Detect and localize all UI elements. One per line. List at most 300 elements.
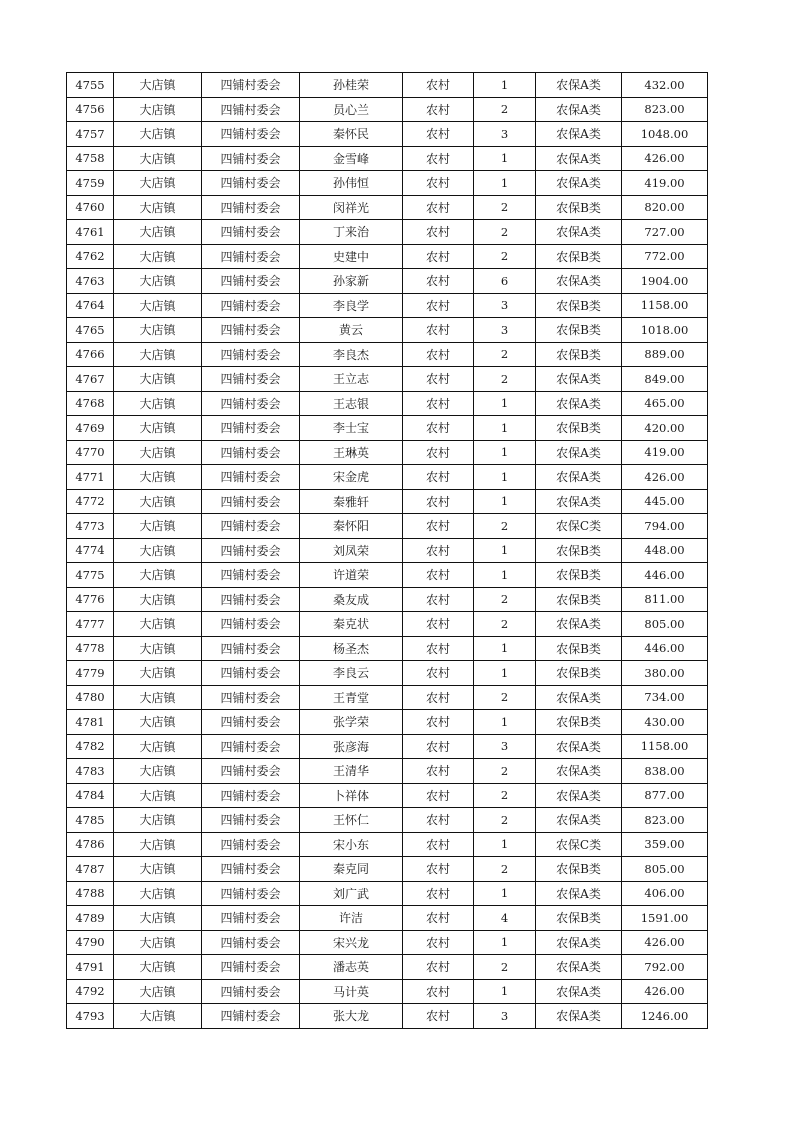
member-count-cell: 2 [474,342,536,367]
village-committee-cell: 四铺村委会 [202,220,300,245]
town-cell: 大店镇 [114,587,202,612]
row-id-cell: 4780 [67,685,114,710]
name-cell: 丁来治 [300,220,403,245]
table-row [67,783,708,808]
name-cell: 王立志 [300,367,403,392]
name-cell: 宋小东 [300,832,403,857]
member-count-cell: 2 [474,857,536,882]
name-cell: 许道荣 [300,563,403,588]
amount-cell: 823.00 [622,808,708,833]
table-row [67,979,708,1004]
row-id-cell: 4791 [67,955,114,980]
amount-cell: 1048.00 [622,122,708,147]
row-id-cell: 4770 [67,440,114,465]
town-cell: 大店镇 [114,783,202,808]
name-cell: 孙家新 [300,269,403,294]
household-type-cell: 农村 [403,734,474,759]
household-type-cell: 农村 [403,881,474,906]
table-row [67,220,708,245]
insurance-category-cell: 农保A类 [536,881,622,906]
insurance-category-cell: 农保B类 [536,342,622,367]
insurance-category-cell: 农保B类 [536,293,622,318]
town-cell: 大店镇 [114,367,202,392]
table-row [67,587,708,612]
name-cell: 李良学 [300,293,403,318]
row-id-cell: 4793 [67,1004,114,1029]
amount-cell: 1018.00 [622,318,708,343]
insurance-category-cell: 农保A类 [536,759,622,784]
insurance-category-cell: 农保B类 [536,636,622,661]
village-committee-cell: 四铺村委会 [202,759,300,784]
household-type-cell: 农村 [403,661,474,686]
household-type-cell: 农村 [403,489,474,514]
amount-cell: 1158.00 [622,734,708,759]
table-row [67,538,708,563]
village-committee-cell: 四铺村委会 [202,367,300,392]
household-type-cell: 农村 [403,367,474,392]
member-count-cell: 1 [474,563,536,588]
member-count-cell: 1 [474,391,536,416]
row-id-cell: 4757 [67,122,114,147]
insurance-category-cell: 农保A类 [536,97,622,122]
member-count-cell: 2 [474,244,536,269]
village-committee-cell: 四铺村委会 [202,906,300,931]
village-committee-cell: 四铺村委会 [202,857,300,882]
row-id-cell: 4760 [67,195,114,220]
row-id-cell: 4767 [67,367,114,392]
town-cell: 大店镇 [114,955,202,980]
household-type-cell: 农村 [403,612,474,637]
table-row [67,636,708,661]
town-cell: 大店镇 [114,685,202,710]
name-cell: 宋兴龙 [300,930,403,955]
member-count-cell: 1 [474,881,536,906]
village-committee-cell: 四铺村委会 [202,685,300,710]
amount-cell: 445.00 [622,489,708,514]
household-type-cell: 农村 [403,195,474,220]
name-cell: 员心兰 [300,97,403,122]
amount-cell: 419.00 [622,171,708,196]
insurance-category-cell: 农保C类 [536,514,622,539]
town-cell: 大店镇 [114,318,202,343]
member-count-cell: 1 [474,489,536,514]
member-count-cell: 2 [474,220,536,245]
household-type-cell: 农村 [403,318,474,343]
name-cell: 张大龙 [300,1004,403,1029]
town-cell: 大店镇 [114,759,202,784]
household-type-cell: 农村 [403,73,474,98]
household-type-cell: 农村 [403,269,474,294]
amount-cell: 419.00 [622,440,708,465]
table-row [67,906,708,931]
household-type-cell: 农村 [403,930,474,955]
member-count-cell: 1 [474,146,536,171]
name-cell: 秦怀民 [300,122,403,147]
member-count-cell: 4 [474,906,536,931]
village-committee-cell: 四铺村委会 [202,636,300,661]
table-row [67,293,708,318]
name-cell: 卜祥体 [300,783,403,808]
name-cell: 王志银 [300,391,403,416]
village-committee-cell: 四铺村委会 [202,563,300,588]
village-committee-cell: 四铺村委会 [202,416,300,441]
insurance-category-cell: 农保B类 [536,587,622,612]
name-cell: 王琳英 [300,440,403,465]
name-cell: 李良云 [300,661,403,686]
household-type-cell: 农村 [403,293,474,318]
member-count-cell: 3 [474,293,536,318]
row-id-cell: 4763 [67,269,114,294]
table-row [67,710,708,735]
household-type-cell: 农村 [403,171,474,196]
row-id-cell: 4759 [67,171,114,196]
name-cell: 黄云 [300,318,403,343]
amount-cell: 889.00 [622,342,708,367]
table-row [67,661,708,686]
household-type-cell: 农村 [403,563,474,588]
village-committee-cell: 四铺村委会 [202,465,300,490]
amount-cell: 380.00 [622,661,708,686]
village-committee-cell: 四铺村委会 [202,122,300,147]
household-type-cell: 农村 [403,979,474,1004]
row-id-cell: 4776 [67,587,114,612]
household-type-cell: 农村 [403,808,474,833]
name-cell: 孙桂荣 [300,73,403,98]
member-count-cell: 1 [474,73,536,98]
household-type-cell: 农村 [403,465,474,490]
table-row [67,1004,708,1029]
row-id-cell: 4756 [67,97,114,122]
name-cell: 王清华 [300,759,403,784]
town-cell: 大店镇 [114,808,202,833]
row-id-cell: 4768 [67,391,114,416]
household-type-cell: 农村 [403,514,474,539]
household-type-cell: 农村 [403,906,474,931]
table-row [67,514,708,539]
row-id-cell: 4772 [67,489,114,514]
member-count-cell: 3 [474,734,536,759]
village-committee-cell: 四铺村委会 [202,1004,300,1029]
town-cell: 大店镇 [114,857,202,882]
village-committee-cell: 四铺村委会 [202,514,300,539]
household-type-cell: 农村 [403,146,474,171]
household-type-cell: 农村 [403,685,474,710]
town-cell: 大店镇 [114,979,202,1004]
row-id-cell: 4788 [67,881,114,906]
insurance-category-cell: 农保B类 [536,857,622,882]
row-id-cell: 4779 [67,661,114,686]
member-count-cell: 2 [474,367,536,392]
member-count-cell: 1 [474,440,536,465]
village-committee-cell: 四铺村委会 [202,342,300,367]
table-row [67,97,708,122]
town-cell: 大店镇 [114,220,202,245]
amount-cell: 426.00 [622,146,708,171]
town-cell: 大店镇 [114,465,202,490]
row-id-cell: 4761 [67,220,114,245]
town-cell: 大店镇 [114,1004,202,1029]
row-id-cell: 4790 [67,930,114,955]
village-committee-cell: 四铺村委会 [202,955,300,980]
member-count-cell: 1 [474,832,536,857]
amount-cell: 432.00 [622,73,708,98]
household-type-cell: 农村 [403,636,474,661]
row-id-cell: 4786 [67,832,114,857]
table-row [67,612,708,637]
member-count-cell: 2 [474,612,536,637]
insurance-category-cell: 农保A类 [536,489,622,514]
name-cell: 杨圣杰 [300,636,403,661]
amount-cell: 811.00 [622,587,708,612]
row-id-cell: 4774 [67,538,114,563]
household-type-cell: 农村 [403,391,474,416]
household-type-cell: 农村 [403,220,474,245]
village-committee-cell: 四铺村委会 [202,73,300,98]
town-cell: 大店镇 [114,636,202,661]
table-row [67,832,708,857]
member-count-cell: 1 [474,979,536,1004]
name-cell: 王怀仁 [300,808,403,833]
name-cell: 闵祥光 [300,195,403,220]
member-count-cell: 1 [474,171,536,196]
village-committee-cell: 四铺村委会 [202,881,300,906]
name-cell: 李良杰 [300,342,403,367]
amount-cell: 877.00 [622,783,708,808]
insurance-category-cell: 农保B类 [536,195,622,220]
amount-cell: 1246.00 [622,1004,708,1029]
insurance-category-cell: 农保A类 [536,171,622,196]
insurance-category-cell: 农保B类 [536,416,622,441]
row-id-cell: 4778 [67,636,114,661]
insurance-category-cell: 农保A类 [536,930,622,955]
amount-cell: 849.00 [622,367,708,392]
row-id-cell: 4764 [67,293,114,318]
insurance-category-cell: 农保A类 [536,612,622,637]
name-cell: 孙伟恒 [300,171,403,196]
town-cell: 大店镇 [114,563,202,588]
village-committee-cell: 四铺村委会 [202,195,300,220]
insurance-category-cell: 农保B类 [536,563,622,588]
insurance-category-cell: 农保B类 [536,710,622,735]
member-count-cell: 2 [474,195,536,220]
village-committee-cell: 四铺村委会 [202,244,300,269]
town-cell: 大店镇 [114,930,202,955]
row-id-cell: 4758 [67,146,114,171]
town-cell: 大店镇 [114,734,202,759]
town-cell: 大店镇 [114,416,202,441]
amount-cell: 426.00 [622,465,708,490]
town-cell: 大店镇 [114,514,202,539]
table-row [67,930,708,955]
insurance-category-cell: 农保A类 [536,1004,622,1029]
village-committee-cell: 四铺村委会 [202,710,300,735]
insurance-category-cell: 农保A类 [536,440,622,465]
member-count-cell: 1 [474,636,536,661]
insurance-category-cell: 农保A类 [536,122,622,147]
household-type-cell: 农村 [403,832,474,857]
row-id-cell: 4785 [67,808,114,833]
amount-cell: 838.00 [622,759,708,784]
village-committee-cell: 四铺村委会 [202,269,300,294]
household-type-cell: 农村 [403,587,474,612]
insurance-category-cell: 农保A类 [536,146,622,171]
household-type-cell: 农村 [403,244,474,269]
name-cell: 张彦海 [300,734,403,759]
benefit-recipients-table [66,72,708,1029]
table-row [67,318,708,343]
household-type-cell: 农村 [403,342,474,367]
member-count-cell: 1 [474,710,536,735]
table-body [67,73,708,1029]
member-count-cell: 1 [474,661,536,686]
member-count-cell: 2 [474,955,536,980]
amount-cell: 1591.00 [622,906,708,931]
amount-cell: 727.00 [622,220,708,245]
town-cell: 大店镇 [114,881,202,906]
amount-cell: 1158.00 [622,293,708,318]
member-count-cell: 2 [474,808,536,833]
insurance-category-cell: 农保B类 [536,661,622,686]
town-cell: 大店镇 [114,73,202,98]
village-committee-cell: 四铺村委会 [202,661,300,686]
village-committee-cell: 四铺村委会 [202,440,300,465]
name-cell: 秦克状 [300,612,403,637]
village-committee-cell: 四铺村委会 [202,832,300,857]
row-id-cell: 4765 [67,318,114,343]
amount-cell: 359.00 [622,832,708,857]
household-type-cell: 农村 [403,440,474,465]
table-row [67,563,708,588]
table-row [67,171,708,196]
member-count-cell: 1 [474,930,536,955]
insurance-category-cell: 农保A类 [536,783,622,808]
member-count-cell: 6 [474,269,536,294]
table-row [67,881,708,906]
town-cell: 大店镇 [114,293,202,318]
household-type-cell: 农村 [403,538,474,563]
village-committee-cell: 四铺村委会 [202,930,300,955]
row-id-cell: 4789 [67,906,114,931]
table-row [67,734,708,759]
table-row [67,195,708,220]
table-row [67,857,708,882]
member-count-cell: 2 [474,685,536,710]
town-cell: 大店镇 [114,171,202,196]
village-committee-cell: 四铺村委会 [202,146,300,171]
village-committee-cell: 四铺村委会 [202,808,300,833]
row-id-cell: 4769 [67,416,114,441]
table-row [67,342,708,367]
member-count-cell: 2 [474,587,536,612]
household-type-cell: 农村 [403,857,474,882]
name-cell: 刘广武 [300,881,403,906]
village-committee-cell: 四铺村委会 [202,97,300,122]
table-row [67,465,708,490]
insurance-category-cell: 农保A类 [536,465,622,490]
insurance-category-cell: 农保A类 [536,73,622,98]
town-cell: 大店镇 [114,195,202,220]
insurance-category-cell: 农保A类 [536,269,622,294]
town-cell: 大店镇 [114,661,202,686]
name-cell: 许洁 [300,906,403,931]
table-row [67,122,708,147]
row-id-cell: 4766 [67,342,114,367]
row-id-cell: 4784 [67,783,114,808]
insurance-category-cell: 农保A类 [536,734,622,759]
town-cell: 大店镇 [114,146,202,171]
name-cell: 秦克同 [300,857,403,882]
row-id-cell: 4787 [67,857,114,882]
amount-cell: 820.00 [622,195,708,220]
village-committee-cell: 四铺村委会 [202,587,300,612]
name-cell: 秦雅轩 [300,489,403,514]
town-cell: 大店镇 [114,906,202,931]
household-type-cell: 农村 [403,710,474,735]
member-count-cell: 1 [474,538,536,563]
member-count-cell: 2 [474,97,536,122]
amount-cell: 805.00 [622,612,708,637]
amount-cell: 772.00 [622,244,708,269]
insurance-category-cell: 农保A类 [536,391,622,416]
insurance-category-cell: 农保A类 [536,220,622,245]
name-cell: 秦怀阳 [300,514,403,539]
member-count-cell: 1 [474,465,536,490]
amount-cell: 823.00 [622,97,708,122]
amount-cell: 446.00 [622,636,708,661]
amount-cell: 446.00 [622,563,708,588]
name-cell: 刘凤荣 [300,538,403,563]
town-cell: 大店镇 [114,489,202,514]
name-cell: 马计英 [300,979,403,1004]
amount-cell: 420.00 [622,416,708,441]
row-id-cell: 4781 [67,710,114,735]
insurance-category-cell: 农保B类 [536,906,622,931]
member-count-cell: 2 [474,514,536,539]
insurance-category-cell: 农保B类 [536,318,622,343]
table-row [67,440,708,465]
town-cell: 大店镇 [114,269,202,294]
household-type-cell: 农村 [403,122,474,147]
amount-cell: 734.00 [622,685,708,710]
row-id-cell: 4771 [67,465,114,490]
name-cell: 金雪峰 [300,146,403,171]
table-row [67,685,708,710]
amount-cell: 406.00 [622,881,708,906]
insurance-category-cell: 农保A类 [536,367,622,392]
insurance-category-cell: 农保B类 [536,538,622,563]
amount-cell: 792.00 [622,955,708,980]
amount-cell: 426.00 [622,930,708,955]
town-cell: 大店镇 [114,538,202,563]
insurance-category-cell: 农保A类 [536,808,622,833]
town-cell: 大店镇 [114,97,202,122]
table-row [67,759,708,784]
row-id-cell: 4782 [67,734,114,759]
row-id-cell: 4773 [67,514,114,539]
row-id-cell: 4783 [67,759,114,784]
amount-cell: 805.00 [622,857,708,882]
household-type-cell: 农村 [403,759,474,784]
household-type-cell: 农村 [403,783,474,808]
town-cell: 大店镇 [114,122,202,147]
household-type-cell: 农村 [403,1004,474,1029]
insurance-category-cell: 农保A类 [536,979,622,1004]
name-cell: 李士宝 [300,416,403,441]
village-committee-cell: 四铺村委会 [202,538,300,563]
table-row [67,244,708,269]
household-type-cell: 农村 [403,955,474,980]
village-committee-cell: 四铺村委会 [202,979,300,1004]
